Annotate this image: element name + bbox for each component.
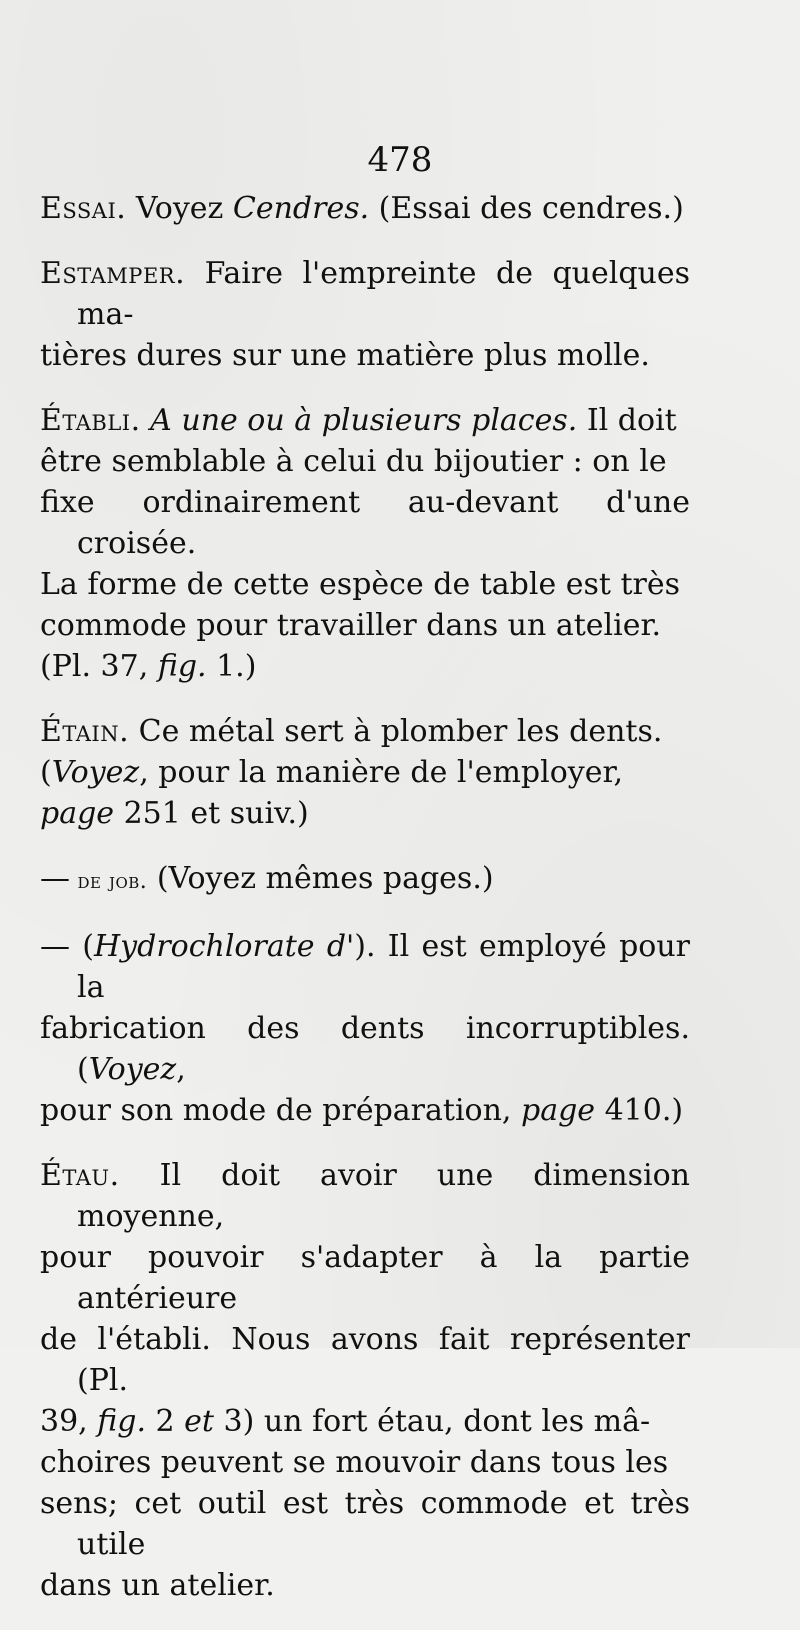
entry-etain [40,711,690,834]
entry-line [40,646,690,687]
entry-line: sens; cet outil est très commode et très utile [40,1486,690,1562]
entry-text: ). Il est employé pour la [77,929,690,1005]
entry-line [40,253,690,335]
entry-etabli [40,400,690,687]
entry-line [40,752,690,793]
entry-line [40,1090,690,1131]
page-number: 478 [367,140,433,180]
entry-etain-de-job [40,858,690,902]
entry-text: , [176,1052,186,1087]
entry-term: de job. [70,869,148,894]
entry-text: 251 et suiv.) [114,796,309,831]
entry-term: Étau. [40,1158,120,1193]
entry-text: Faire l'empreinte de quelques ma- [77,256,690,332]
entry-text: 2 [146,1404,185,1439]
entry-text: , pour la manière de l'employer, [139,755,624,790]
entry-line: dans un atelier. [40,1568,275,1603]
entry-text: fabrication des dents incorruptibles. ( [40,1011,690,1087]
entry-line: tières dures sur une matière plus molle. [40,338,650,373]
entry-text: 39, [40,1404,98,1439]
entry-line: pour pouvoir s'adapter à la partie antérieure [40,1240,690,1316]
entry-text: Ce métal sert à plomber les dents. [129,714,663,749]
entry-italic: et [184,1404,214,1439]
entry-text: ( [40,755,52,790]
entry-line: être semblable à celui du bijoutier : on le [40,444,667,479]
entry-italic: page [521,1093,596,1128]
entry-italic: Cendres. [232,191,370,226]
entry-line [40,926,690,1008]
entry-dash: — [40,929,70,964]
entry-line [40,1008,690,1090]
entry-text: Voyez [126,191,233,226]
entry-italic: page [40,796,115,831]
entry-text: 1.) [206,649,257,684]
entry-text: 3) un fort étau, dont les mâ- [213,1404,651,1439]
entry-line: choires peuvent se mouvoir dans tous les [40,1445,669,1480]
entry-estamper [40,253,690,376]
entry-line [40,1401,690,1442]
entry-text: (Essai des cendres.) [369,191,684,226]
entry-line [40,711,690,752]
entry-text: (Voyez mêmes pages.) [147,861,494,896]
entry-text: Il doit [577,403,677,438]
entry-dash: — [40,861,70,896]
entry-line: fixe ordinairement au-devant d'une croisée. [40,485,690,561]
entry-text: Il doit avoir une dimension moyenne, [77,1158,690,1234]
entry-text: (Pl. 37, [40,649,158,684]
entry-essai [40,188,690,229]
entry-etau [40,1155,690,1606]
entry-text: 410.) [595,1093,684,1128]
entry-italic: Voyez [88,1052,177,1087]
entry-line: commode pour travailler dans un atelier. [40,608,662,643]
entry-italic: Voyez [51,755,140,790]
entry-text: pour son mode de préparation, [40,1093,521,1128]
dictionary-text [40,188,690,1630]
entry-line: La forme de cette espèce de table est très [40,567,681,602]
entry-line [40,1155,690,1237]
entry-italic: A une ou à plusieurs places. [140,403,578,438]
entry-term: Étain. [40,714,130,749]
entry-term: Établi. [40,403,141,438]
entry-text: ( [70,929,94,964]
entry-etain-hydrochlorate [40,926,690,1131]
entry-term: Estamper. [40,256,186,291]
entry-line: de l'établi. Nous avons fait représenter (Pl. [40,1322,690,1398]
entry-line [40,793,690,834]
entry-term: Essai. [40,191,127,226]
entry-line [40,400,690,441]
entry-italic: Hydrochlorate d' [94,929,355,964]
entry-italic: fig. [157,649,207,684]
entry-italic: fig. [97,1404,146,1439]
